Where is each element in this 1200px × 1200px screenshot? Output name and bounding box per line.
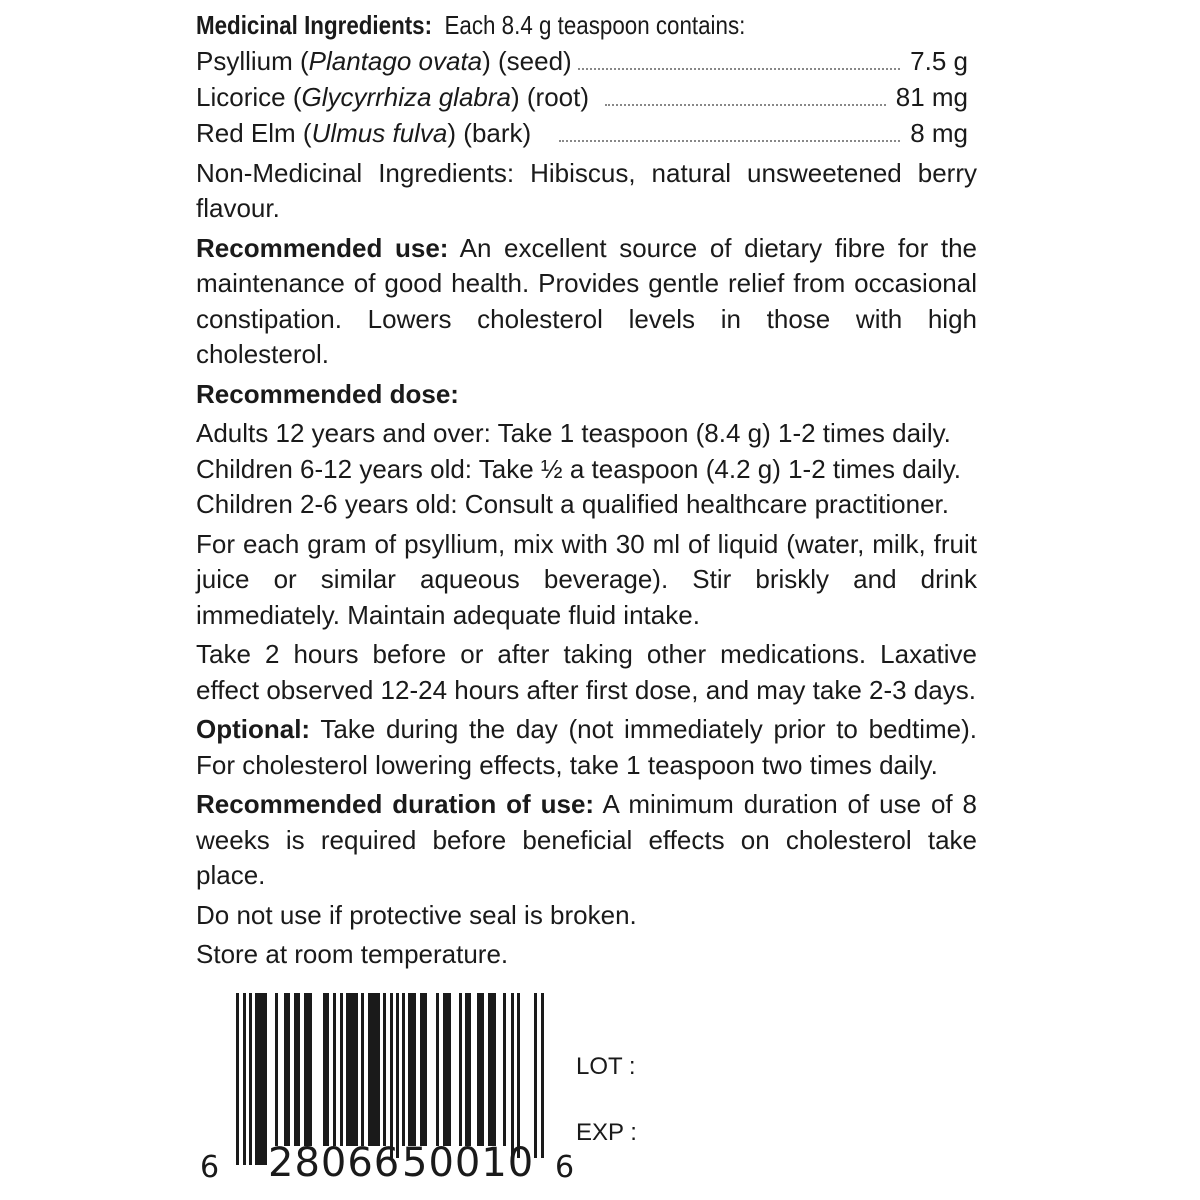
recommended-dose-heading: Recommended dose: bbox=[196, 378, 459, 409]
recommended-use bbox=[196, 231, 977, 373]
dose-adults: Adults 12 years and over: Take 1 teaspoon (8.4 g) 1-2 times daily. bbox=[196, 418, 951, 448]
ingredient-row bbox=[196, 44, 968, 80]
timing-instructions: Take 2 hours before or after taking other medications. Laxative effect observed 12-24 hours after first dose, and may take 2-3 days. bbox=[196, 639, 977, 705]
optional-heading: Optional: bbox=[196, 714, 311, 744]
optional-instructions bbox=[196, 712, 977, 783]
ingredient-amount: 7.5 g bbox=[910, 45, 968, 76]
ingredient-name: Psyllium (Plantago ovata) (seed) bbox=[196, 45, 572, 76]
medicinal-intro: Each 8.4 g teaspoon contains: bbox=[444, 10, 746, 40]
dose-lines bbox=[196, 416, 977, 523]
lot-label: LOT : bbox=[576, 1053, 636, 1080]
product-label bbox=[196, 8, 977, 977]
medicinal-heading: Medicinal Ingredients: bbox=[196, 10, 433, 40]
ingredient-row bbox=[196, 116, 968, 152]
dot-leader bbox=[605, 104, 886, 106]
ingredient-amount: 8 mg bbox=[910, 117, 968, 148]
recommended-use-text: An excellent source of dietary fibre for the maintenance of good health. Provides gentle relief from occasional constipation. Lowers cholesterol levels in those with high cholesterol. bbox=[196, 232, 977, 369]
duration-text: A minimum duration of use of 8 weeks is required before beneficial effects on cholesterol take place. bbox=[196, 789, 977, 890]
optional-text: Take during the day (not immediately prior to bedtime). For cholesterol lowering effects, take 1 teaspoon two times daily. bbox=[196, 714, 977, 780]
non-medicinal-ingredients: Non-Medicinal Ingredients: Hibiscus, natural unsweetened berry flavour. bbox=[196, 157, 977, 223]
ingredient-amount: 81 mg bbox=[895, 81, 968, 112]
barcode-check-digit: 6 bbox=[555, 1150, 575, 1185]
dot-leader bbox=[578, 68, 900, 70]
barcode-right-group: 50010 bbox=[402, 1140, 535, 1186]
duration-heading: Recommended duration of use: bbox=[196, 789, 595, 819]
ingredient-name: Licorice (Glycyrrhiza glabra) (root) bbox=[196, 81, 589, 112]
barcode-left-group: 28066 bbox=[268, 1140, 401, 1186]
ingredient-name: Red Elm (Ulmus fulva) (bark) bbox=[196, 117, 532, 148]
warning-seal: Do not use if protective seal is broken. bbox=[196, 899, 637, 930]
medicinal-ingredients-header bbox=[196, 8, 977, 44]
dose-children-2-6: Children 2-6 years old: Consult a qualified healthcare practitioner. bbox=[196, 489, 949, 519]
ingredient-row bbox=[196, 80, 968, 116]
storage-instructions: Store at room temperature. bbox=[196, 939, 509, 969]
recommended-dose-heading-block bbox=[196, 377, 977, 413]
exp-label: EXP : bbox=[576, 1119, 637, 1146]
recommended-use-heading: Recommended use: bbox=[196, 232, 449, 263]
barcode-first-digit: 6 bbox=[200, 1150, 220, 1185]
duration-of-use bbox=[196, 787, 977, 894]
mixing-instructions: For each gram of psyllium, mix with 30 ml of liquid (water, milk, fruit juice or similar aqueous beverage). Stir briskly and drink immediately. Maintain adequate fluid intake. bbox=[196, 528, 977, 630]
dose-children-6-12: Children 6-12 years old: Take ½ a teaspoon (4.2 g) 1-2 times daily. bbox=[196, 453, 962, 484]
ingredients-list bbox=[196, 44, 968, 152]
dot-leader bbox=[559, 140, 900, 142]
